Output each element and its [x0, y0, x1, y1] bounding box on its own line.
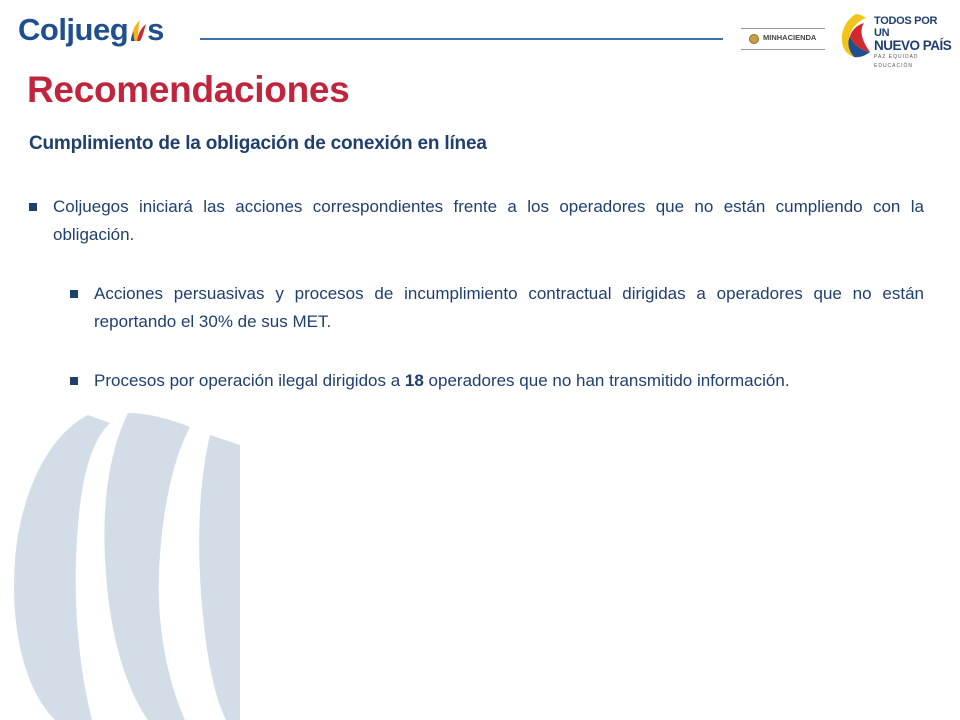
slogan-line-1: TODOS POR UN [874, 15, 938, 39]
coat-of-arms-icon [749, 34, 759, 44]
square-bullet-icon [70, 377, 78, 385]
slide-title: Recomendaciones [27, 69, 350, 110]
government-slogan [874, 15, 954, 71]
ministry-label: MINHACIENDA [763, 33, 817, 42]
square-bullet-icon [29, 203, 37, 211]
slide-subtitle: Cumplimiento de la obligación de conexión en línea [29, 133, 487, 154]
bullet-text [94, 367, 924, 395]
coljuegos-logo [18, 12, 164, 48]
header-divider [200, 38, 723, 40]
brand-name-tail: s [147, 12, 165, 47]
brand-name: Coljueg [18, 12, 129, 47]
logo-rule-top [741, 28, 825, 29]
square-bullet-icon [70, 290, 78, 298]
bullet-item [29, 193, 924, 249]
sub-bullet-item [70, 280, 924, 336]
minhacienda-logo [741, 28, 825, 50]
operator-count: 18 [404, 371, 424, 390]
sub-bullet-item [70, 367, 924, 395]
colombia-flag-swoosh-icon [838, 12, 874, 58]
government-logo [838, 12, 952, 69]
bullet-text: Acciones persuasivas y procesos de incumplimiento contractual dirigidas a operadores que no están reportando el 30% de sus MET. [94, 284, 924, 331]
coljuegos-flame-icon [129, 17, 147, 43]
watermark-logo-shape [0, 405, 240, 720]
bullet-text: Coljuegos iniciará las acciones correspondientes frente a los operadores que no están cumpliendo con la obligación. [53, 197, 924, 244]
slide-header [0, 0, 960, 69]
bullet-text-end: operadores que no han transmitido información. [423, 371, 790, 390]
slogan-line-2: NUEVO PAÍS [874, 38, 952, 53]
bullet-text-start: Procesos por operación ilegal dirigidos a [94, 371, 405, 390]
slogan-line-3: PAZ EQUIDAD EDUCACIÓN [874, 54, 919, 69]
logo-rule-bottom [741, 49, 825, 50]
